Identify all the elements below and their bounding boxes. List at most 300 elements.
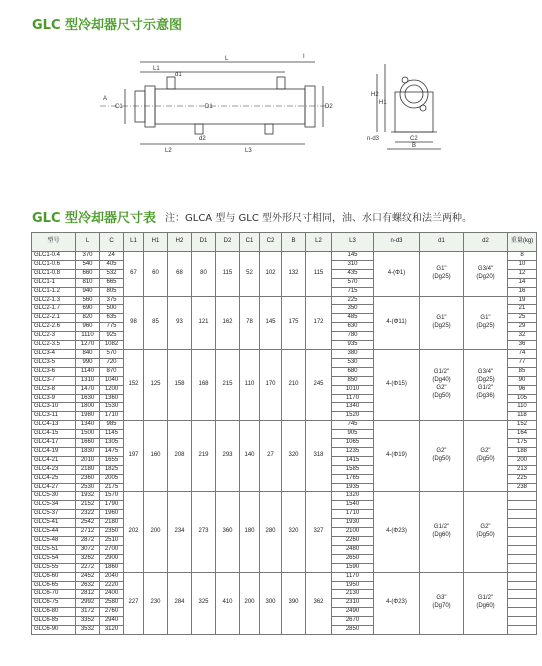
table-cell: 2350 xyxy=(100,528,124,537)
table-cell: 680 xyxy=(332,367,374,376)
table-cell: 32 xyxy=(508,332,537,341)
table-cell: 158 xyxy=(168,349,192,420)
table-cell: 660 xyxy=(76,269,100,278)
table-cell: 1145 xyxy=(100,430,124,439)
svg-text:D2: D2 xyxy=(325,104,333,110)
table-cell: 230 xyxy=(144,572,168,634)
d1-line: G1/2" xyxy=(433,524,450,531)
table-cell xyxy=(508,545,537,554)
table-cell: GLC6-75 xyxy=(32,599,76,608)
table-cell: 2900 xyxy=(100,554,124,563)
table-cell: 180 xyxy=(240,492,260,572)
table-cell: GLC2-3 xyxy=(32,332,76,341)
table-cell: 234 xyxy=(168,492,192,572)
table-cell: 2010 xyxy=(76,456,100,465)
d2-cell xyxy=(464,572,508,634)
table-cell: 1340 xyxy=(76,421,100,430)
column-header: 型号 xyxy=(32,233,76,252)
table-cell: 3120 xyxy=(100,626,124,635)
table-cell: 1110 xyxy=(76,332,100,341)
table-cell: 2400 xyxy=(100,590,124,599)
table-cell: 2872 xyxy=(76,537,100,546)
table-cell: 2850 xyxy=(332,626,374,635)
d2-line: G3/4" xyxy=(477,369,494,376)
table-title: GLC 型冷却器尺寸表 xyxy=(32,211,157,226)
svg-text:n-d3: n-d3 xyxy=(367,136,380,142)
table-cell: 2712 xyxy=(76,528,100,537)
table-cell: GLC2-1.3 xyxy=(32,296,76,305)
svg-text:B: B xyxy=(412,143,417,149)
column-header: C1 xyxy=(240,233,260,252)
d2-cell xyxy=(464,492,508,572)
table-cell xyxy=(508,590,537,599)
table-cell: GLC1-1.2 xyxy=(32,287,76,296)
table-cell: GLC2-3.5 xyxy=(32,341,76,350)
table-cell: 2130 xyxy=(332,590,374,599)
d1-line: G3" xyxy=(436,595,447,602)
table-cell: GLC4-25 xyxy=(32,474,76,483)
table-cell: 1530 xyxy=(100,403,124,412)
table-cell: 2272 xyxy=(76,563,100,572)
table-cell: 16 xyxy=(508,287,537,296)
table-cell: GLC6-60 xyxy=(32,572,76,581)
table-cell: 2322 xyxy=(76,510,100,519)
table-cell: GLC6-80 xyxy=(32,608,76,617)
table-row xyxy=(32,421,537,430)
table-cell: GLC3-8 xyxy=(32,385,76,394)
table-cell: 227 xyxy=(124,572,144,634)
table-cell: GLC3-10 xyxy=(32,403,76,412)
table-cell: 78 xyxy=(240,296,260,349)
column-header: D1 xyxy=(192,233,216,252)
table-cell: 2530 xyxy=(76,483,100,492)
table-cell: 2760 xyxy=(100,608,124,617)
table-cell: 175 xyxy=(508,439,537,448)
table-cell: 8 xyxy=(508,252,537,261)
table-cell: 1950 xyxy=(332,581,374,590)
table-cell: 2175 xyxy=(100,483,124,492)
table-cell: 200 xyxy=(144,492,168,572)
table-cell: GLC5-41 xyxy=(32,519,76,528)
table-cell: 225 xyxy=(332,296,374,305)
table-cell: 213 xyxy=(508,465,537,474)
table-cell: 4-(Φ23) xyxy=(374,492,420,572)
table-cell: 4-(Φ1) xyxy=(374,252,420,297)
table-cell: GLC5-51 xyxy=(32,545,76,554)
table-cell: 2542 xyxy=(76,519,100,528)
table-cell: 208 xyxy=(168,421,192,492)
table-cell: 115 xyxy=(306,252,332,297)
table-cell: GLC5-34 xyxy=(32,501,76,510)
svg-text:H2: H2 xyxy=(371,92,379,98)
table-cell: 273 xyxy=(192,492,216,572)
table-cell: 162 xyxy=(216,296,240,349)
table-cell xyxy=(508,510,537,519)
table-cell: 745 xyxy=(332,421,374,430)
d1-cell xyxy=(420,421,464,492)
table-cell: 2510 xyxy=(100,537,124,546)
column-header: L1 xyxy=(124,233,144,252)
table-cell: 2260 xyxy=(332,537,374,546)
table-cell: 530 xyxy=(332,358,374,367)
table-cell: GLC4-15 xyxy=(32,430,76,439)
cooler-dimension-drawing xyxy=(95,44,515,159)
table-cell: 1935 xyxy=(332,483,374,492)
table-cell: 540 xyxy=(76,260,100,269)
table-cell xyxy=(508,608,537,617)
table-cell: 24 xyxy=(100,252,124,261)
d1-line: (Dg60) xyxy=(432,532,451,539)
table-row xyxy=(32,349,537,358)
table-cell: GLC4-19 xyxy=(32,447,76,456)
d1-cell xyxy=(420,252,464,297)
table-cell: 29 xyxy=(508,323,537,332)
table-cell xyxy=(508,563,537,572)
table-cell: 77 xyxy=(508,358,537,367)
table-cell: 3532 xyxy=(76,626,100,635)
table-cell: 90 xyxy=(508,376,537,385)
table-cell: GLC5-37 xyxy=(32,510,76,519)
table-cell: 1170 xyxy=(332,572,374,581)
table-cell: 1800 xyxy=(76,403,100,412)
table-cell: 145 xyxy=(332,252,374,261)
table-cell: 2220 xyxy=(100,581,124,590)
table-cell: 690 xyxy=(76,305,100,314)
table-cell: GLC4-23 xyxy=(32,465,76,474)
table-cell: 4-(Φ19) xyxy=(374,421,420,492)
table-cell: 1660 xyxy=(76,439,100,448)
table-cell: 2580 xyxy=(100,599,124,608)
table-cell: GLC5-30 xyxy=(32,492,76,501)
table-cell: 3072 xyxy=(76,545,100,554)
table-cell: 850 xyxy=(332,376,374,385)
table-cell: 905 xyxy=(332,430,374,439)
table-cell: 1930 xyxy=(332,519,374,528)
column-header: C2 xyxy=(260,233,282,252)
column-header: n-d3 xyxy=(374,233,420,252)
table-cell: GLC6-90 xyxy=(32,626,76,635)
svg-text:D1: D1 xyxy=(205,104,213,110)
table-cell: 1235 xyxy=(332,447,374,456)
svg-text:d1: d1 xyxy=(175,72,182,78)
table-cell xyxy=(508,572,537,581)
d2-line: G2" xyxy=(480,448,491,455)
column-header: C xyxy=(100,233,124,252)
table-cell: 2180 xyxy=(100,519,124,528)
table-cell: 60 xyxy=(144,252,168,297)
table-cell: 1790 xyxy=(100,501,124,510)
d2-line: (Dg36) xyxy=(476,393,495,399)
table-cell: 380 xyxy=(332,349,374,358)
table-row xyxy=(32,252,537,261)
table-cell: 715 xyxy=(332,287,374,296)
table-cell: GLC4-13 xyxy=(32,421,76,430)
table-cell: 840 xyxy=(76,349,100,358)
table-cell: 2650 xyxy=(332,554,374,563)
table-cell: 68 xyxy=(168,252,192,297)
table-cell: 2490 xyxy=(332,608,374,617)
table-cell: 570 xyxy=(100,349,124,358)
table-cell: GLC3-11 xyxy=(32,412,76,421)
d2-cell xyxy=(464,421,508,492)
table-cell: 219 xyxy=(192,421,216,492)
table-cell: 1065 xyxy=(332,439,374,448)
table-cell: 284 xyxy=(168,572,192,634)
d2-line: (Dg25) xyxy=(476,377,495,384)
table-row xyxy=(32,572,537,581)
table-cell: GLC4-27 xyxy=(32,483,76,492)
table-cell: 2310 xyxy=(332,599,374,608)
table-row xyxy=(32,296,537,305)
d2-line: G1/2" xyxy=(477,385,494,392)
table-cell: 360 xyxy=(216,492,240,572)
table-cell: 1830 xyxy=(76,447,100,456)
table-cell: 1360 xyxy=(100,394,124,403)
table-cell: 145 xyxy=(260,296,282,349)
svg-text:A: A xyxy=(103,96,108,102)
table-cell: 85 xyxy=(508,367,537,376)
table-cell: 940 xyxy=(76,287,100,296)
table-cell: GLC3-5 xyxy=(32,358,76,367)
table-cell: 805 xyxy=(100,287,124,296)
table-cell: 2452 xyxy=(76,572,100,581)
table-cell: 2480 xyxy=(332,545,374,554)
table-cell: 293 xyxy=(216,421,240,492)
table-cell: 2180 xyxy=(76,465,100,474)
table-cell: 318 xyxy=(306,421,332,492)
table-cell: 390 xyxy=(282,572,306,634)
table-cell: 405 xyxy=(100,260,124,269)
table-cell: 810 xyxy=(76,278,100,287)
table-cell: 1170 xyxy=(332,394,374,403)
d2-line: G3/4" xyxy=(477,265,494,272)
table-cell: 52 xyxy=(240,252,260,297)
table-cell: GLC1-0.6 xyxy=(32,260,76,269)
table-cell: 21 xyxy=(508,305,537,314)
table-cell: 320 xyxy=(282,421,306,492)
table-cell: 152 xyxy=(508,421,537,430)
table-cell: 2632 xyxy=(76,581,100,590)
column-header: H2 xyxy=(168,233,192,252)
table-cell: 1630 xyxy=(76,394,100,403)
table-cell: 485 xyxy=(332,314,374,323)
table-cell: 327 xyxy=(306,492,332,572)
column-header: 重量(kg) xyxy=(508,233,537,252)
table-cell: 14 xyxy=(508,278,537,287)
table-cell: GLC3-9 xyxy=(32,394,76,403)
d1-line: (Dg25) xyxy=(432,273,451,280)
table-cell: 362 xyxy=(306,572,332,634)
table-cell: 1040 xyxy=(100,376,124,385)
table-cell: 170 xyxy=(260,349,282,420)
table-cell: 160 xyxy=(144,421,168,492)
table-cell: 350 xyxy=(332,305,374,314)
table-cell: 74 xyxy=(508,349,537,358)
table-cell: 635 xyxy=(100,314,124,323)
table-cell: 1570 xyxy=(100,492,124,501)
table-cell: GLC3-6 xyxy=(32,367,76,376)
table-cell: GLC6-70 xyxy=(32,590,76,599)
table-cell: 410 xyxy=(216,572,240,634)
table-cell: 12 xyxy=(508,269,537,278)
table-cell: 172 xyxy=(306,296,332,349)
table-cell: 4-(Φ15) xyxy=(374,349,420,420)
table-cell xyxy=(508,492,537,501)
table-cell: 935 xyxy=(332,341,374,350)
table-cell xyxy=(508,626,537,635)
table-cell: 132 xyxy=(282,252,306,297)
table-cell: GLC3-4 xyxy=(32,349,76,358)
table-cell: 1415 xyxy=(332,456,374,465)
table-cell: 110 xyxy=(508,403,537,412)
d1-line: (Dg25) xyxy=(432,322,451,329)
table-cell: 19 xyxy=(508,296,537,305)
table-cell: 3172 xyxy=(76,608,100,617)
table-cell: 1140 xyxy=(76,367,100,376)
table-cell: 820 xyxy=(76,314,100,323)
table-cell: 2670 xyxy=(332,617,374,626)
table-cell: 532 xyxy=(100,269,124,278)
table-cell: 110 xyxy=(240,349,260,420)
table-cell: 2005 xyxy=(100,474,124,483)
table-cell: 98 xyxy=(124,296,144,349)
table-cell: 164 xyxy=(508,430,537,439)
diagram-title: GLC 型冷却器尺寸示意图 xyxy=(32,18,183,33)
d2-line: (Dg50) xyxy=(476,532,495,539)
table-cell: 1655 xyxy=(100,456,124,465)
table-cell: 27 xyxy=(260,421,282,492)
table-cell: 570 xyxy=(332,278,374,287)
svg-text:C2: C2 xyxy=(410,136,418,142)
table-row xyxy=(32,492,537,501)
table-cell xyxy=(508,528,537,537)
d1-cell xyxy=(420,349,464,420)
table-cell: 1340 xyxy=(332,403,374,412)
table-cell: 1860 xyxy=(100,563,124,572)
table-cell: 870 xyxy=(100,367,124,376)
table-cell: GLC1-0.8 xyxy=(32,269,76,278)
table-cell: 1270 xyxy=(76,341,100,350)
table-cell: 2040 xyxy=(100,572,124,581)
table-cell: 1765 xyxy=(332,474,374,483)
table-cell: GLC4-21 xyxy=(32,456,76,465)
table-cell: 140 xyxy=(240,421,260,492)
table-cell: 370 xyxy=(76,252,100,261)
table-cell: 1310 xyxy=(76,376,100,385)
table-cell: 200 xyxy=(240,572,260,634)
table-cell: GLC6-85 xyxy=(32,617,76,626)
table-cell: 2992 xyxy=(76,599,100,608)
table-cell: 93 xyxy=(168,296,192,349)
table-cell: 1470 xyxy=(76,385,100,394)
d1-line: (Dg70) xyxy=(432,603,451,610)
table-cell: 2360 xyxy=(76,474,100,483)
table-cell: 925 xyxy=(100,332,124,341)
table-cell: 990 xyxy=(76,358,100,367)
table-cell: 1500 xyxy=(76,430,100,439)
table-cell: 10 xyxy=(508,260,537,269)
d1-cell xyxy=(420,572,464,634)
table-cell: 121 xyxy=(192,296,216,349)
table-cell: 96 xyxy=(508,385,537,394)
table-cell: GLC2-1.7 xyxy=(32,305,76,314)
table-cell: 238 xyxy=(508,483,537,492)
table-cell: 188 xyxy=(508,447,537,456)
table-cell: GLC2-2.1 xyxy=(32,314,76,323)
table-cell: GLC3-7 xyxy=(32,376,76,385)
table-cell: 85 xyxy=(144,296,168,349)
svg-text:I: I xyxy=(303,54,305,60)
svg-text:H1: H1 xyxy=(379,100,387,106)
table-cell: 3262 xyxy=(76,554,100,563)
table-cell: 985 xyxy=(100,421,124,430)
table-cell: 200 xyxy=(508,456,537,465)
table-cell: 2812 xyxy=(76,590,100,599)
table-cell: 215 xyxy=(216,349,240,420)
table-cell: GLC5-44 xyxy=(32,528,76,537)
table-cell: 4-(Φ23) xyxy=(374,572,420,634)
table-cell: 1305 xyxy=(100,439,124,448)
table-cell xyxy=(508,554,537,563)
table-cell: GLC6-65 xyxy=(32,581,76,590)
d1-line: (Dg40) xyxy=(432,377,451,384)
table-cell: 325 xyxy=(192,572,216,634)
table-cell: 202 xyxy=(124,492,144,572)
table-cell: 2700 xyxy=(100,545,124,554)
d1-line: G1" xyxy=(436,314,447,321)
d2-line: (Dg50) xyxy=(476,456,495,463)
svg-text:C1: C1 xyxy=(115,104,123,110)
table-cell: GLC2-2.6 xyxy=(32,323,76,332)
table-cell: 2152 xyxy=(76,501,100,510)
table-cell: GLC5-54 xyxy=(32,554,76,563)
table-cell: 320 xyxy=(282,492,306,572)
table-cell: 1200 xyxy=(100,385,124,394)
table-cell: 1825 xyxy=(100,465,124,474)
d2-line: (Dg25) xyxy=(476,322,495,329)
table-cell: 4-(Φ11) xyxy=(374,296,420,349)
d2-cell xyxy=(464,252,508,297)
table-cell: 115 xyxy=(216,252,240,297)
table-cell: 102 xyxy=(260,252,282,297)
table-cell: 2940 xyxy=(100,617,124,626)
table-cell xyxy=(508,581,537,590)
table-cell xyxy=(508,537,537,546)
table-cell: 1540 xyxy=(332,501,374,510)
column-header: d2 xyxy=(464,233,508,252)
table-cell: 1585 xyxy=(332,465,374,474)
table-cell: 175 xyxy=(282,296,306,349)
table-cell: 245 xyxy=(306,349,332,420)
d2-line: (Dg20) xyxy=(476,273,495,280)
svg-text:L2: L2 xyxy=(165,148,172,154)
d2-line: G1/2" xyxy=(477,595,494,602)
table-cell: 168 xyxy=(192,349,216,420)
table-cell: 1590 xyxy=(332,563,374,572)
table-cell: 152 xyxy=(124,349,144,420)
table-cell: 197 xyxy=(124,421,144,492)
table-cell: 1710 xyxy=(332,510,374,519)
d2-cell xyxy=(464,349,508,420)
table-cell: 500 xyxy=(100,305,124,314)
table-cell: 210 xyxy=(282,349,306,420)
column-header: B xyxy=(282,233,306,252)
svg-text:L3: L3 xyxy=(245,148,252,154)
table-cell: 1980 xyxy=(76,412,100,421)
table-cell: 1082 xyxy=(100,341,124,350)
d2-cell xyxy=(464,296,508,349)
table-cell: 310 xyxy=(332,260,374,269)
